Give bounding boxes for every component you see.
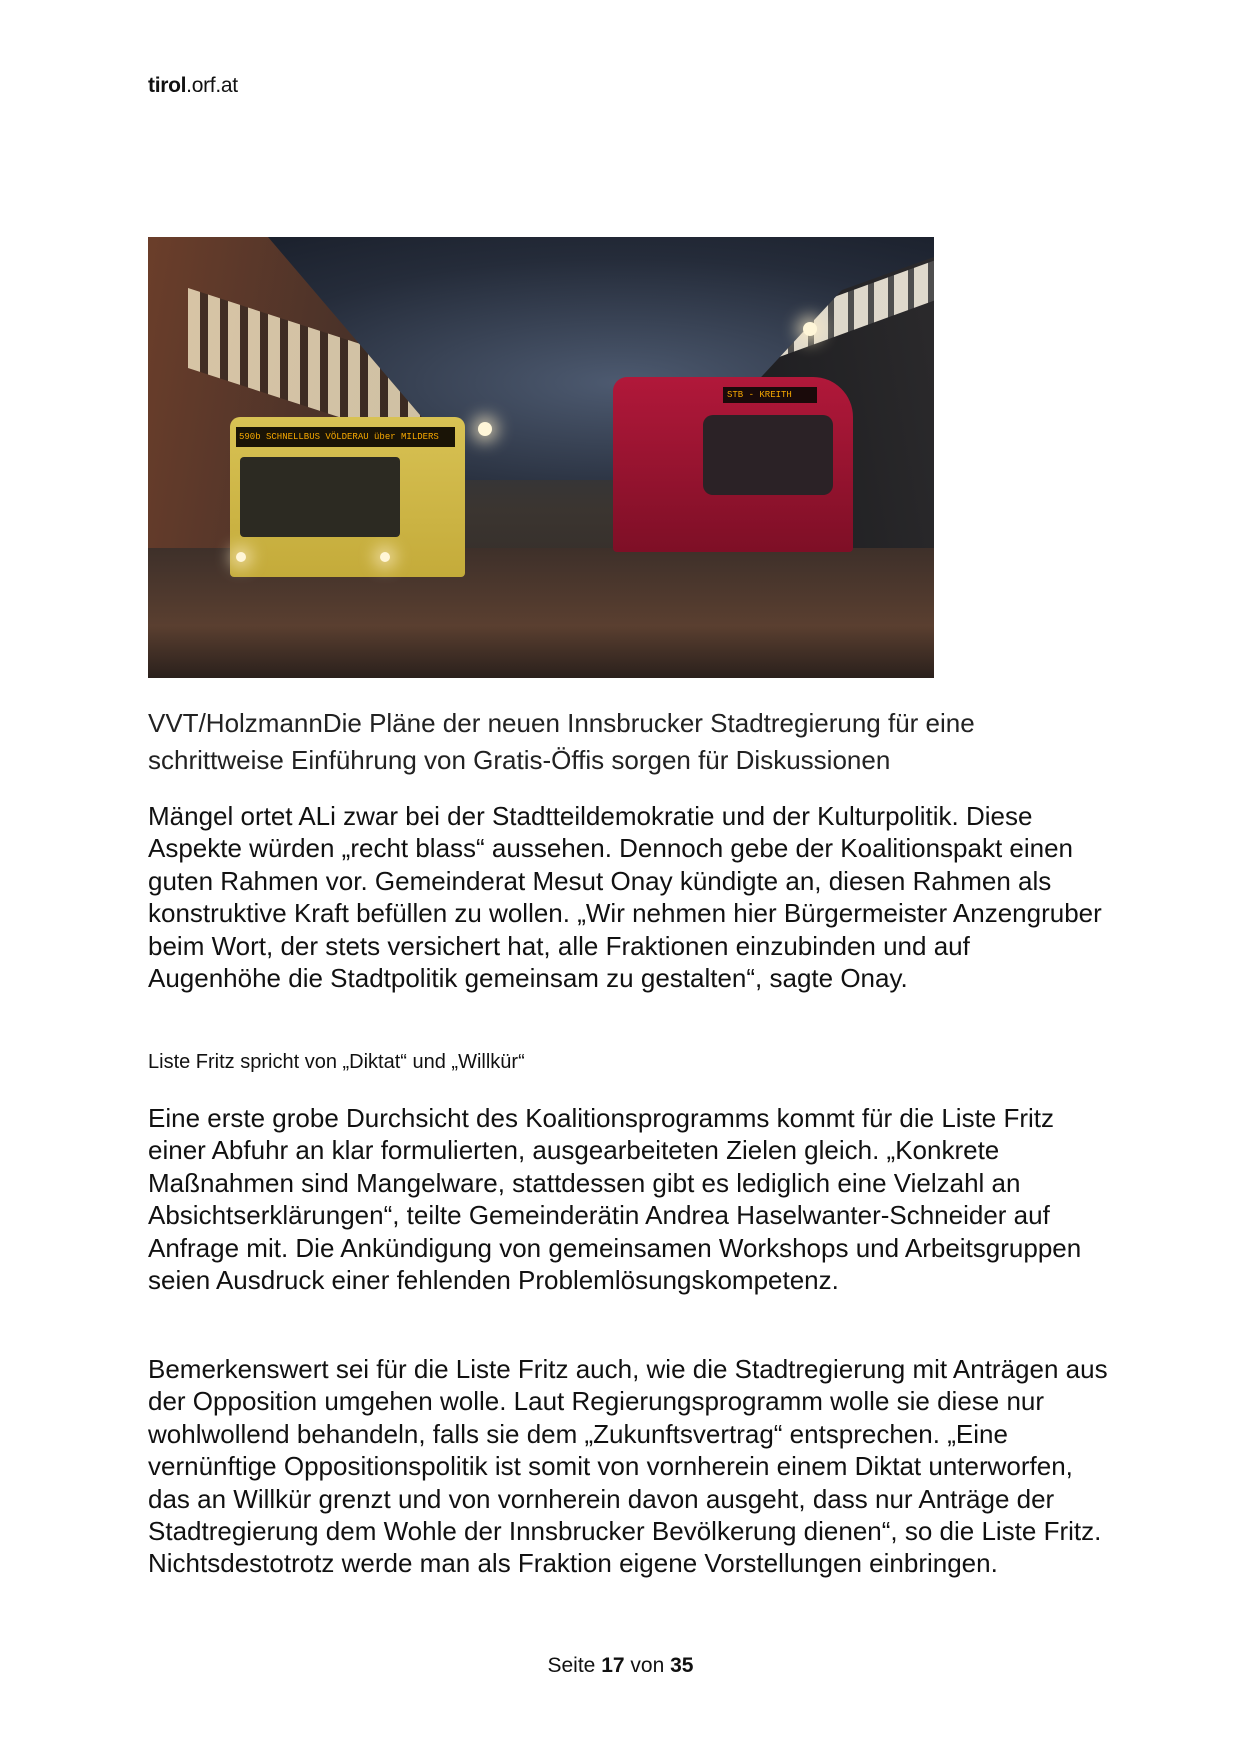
- street-lamp: [478, 422, 492, 436]
- current-page: 17: [601, 1654, 625, 1677]
- paragraph: Mängel ortet ALi zwar bei der Stadtteildemokratie und der Kulturpolitik. Diese Aspekte würden „recht blass“ aussehen. Dennoch gebe der Koalitionspakt einen guten Rahmen vor. Gemeinderat Mesut Onay kündigte an, diesen Rahmen als konstruktive Kraft befüllen zu wollen. „Wir nehmen hier Bürgermeister Anzengruber beim Wort, der stets versichert hat, alle Fraktionen einzubinden und auf Augenhöhe die Stadtpolitik gemeinsam zu gestalten“, sagte Onay.: [148, 801, 1102, 994]
- site-header: [148, 74, 238, 98]
- page-of-label: von: [630, 1654, 665, 1677]
- photo-tram: [613, 377, 853, 552]
- paragraph: Bemerkenswert sei für die Liste Fritz auch, wie die Stadtregierung mit Anträgen aus der Opposition umgehen wolle. Laut Regierungsprogramm wolle sie diese nur wohlwollend behandeln, falls sie dem „Zukunftsvertrag“ entsprechen. „Eine vernünftige Oppositionspolitik ist somit von vornherein einem Diktat unterworfen, das an Willkür grenzt und von vornherein davon ausgeht, dass nur Anträge der Stadtregierung dem Wohle der Innsbrucker Bevölkerung dienen“, so die Liste Fritz. Nichtsdestotrotz werde man als Fraktion eigene Vorstellungen einbringen.: [148, 1354, 1108, 1579]
- tram-windscreen: [703, 415, 833, 495]
- article-photo: [148, 237, 934, 678]
- photo-bus: [230, 417, 465, 577]
- bus-headlight: [236, 552, 246, 562]
- site-name-bold: tirol: [148, 74, 187, 97]
- paragraph: Eine erste grobe Durchsicht des Koalitionsprogramms kommt für die Liste Fritz einer Abfuhr an klar formulierten, ausgearbeiteten Zielen gleich. „Konkrete Maßnahmen sind Mangelware, stattdessen gibt es lediglich eine Vielzahl an Absichtserklärungen“, teilte Gemeinderätin Andrea Haselwanter-Schneider auf Anfrage mit. Die Ankündigung von gemeinsamen Workshops und Arbeitsgruppen seien Ausdruck einer fehlenden Problemlösungskompetenz.: [148, 1103, 1082, 1296]
- bus-windscreen: [240, 457, 400, 537]
- photo-caption: VVT/HolzmannDie Pläne der neuen Innsbrucker Stadtregierung für eine schrittweise Einführung von Gratis-Öffis sorgen für Diskussionen: [148, 708, 975, 775]
- page-label: Seite: [547, 1654, 596, 1677]
- tram-destination-display: STB - KREITH: [723, 387, 817, 403]
- page-number: [0, 1654, 1241, 1678]
- bus-destination-display: 590b SCHNELLBUS VÖLDERAU über MILDERS: [236, 427, 455, 447]
- total-pages: 35: [670, 1654, 694, 1677]
- subheading: Liste Fritz spricht von „Diktat“ und „Willkür“: [148, 1051, 525, 1073]
- bus-headlight: [380, 552, 390, 562]
- site-name-domain: .orf.at: [186, 74, 238, 97]
- street-lamp: [803, 322, 817, 336]
